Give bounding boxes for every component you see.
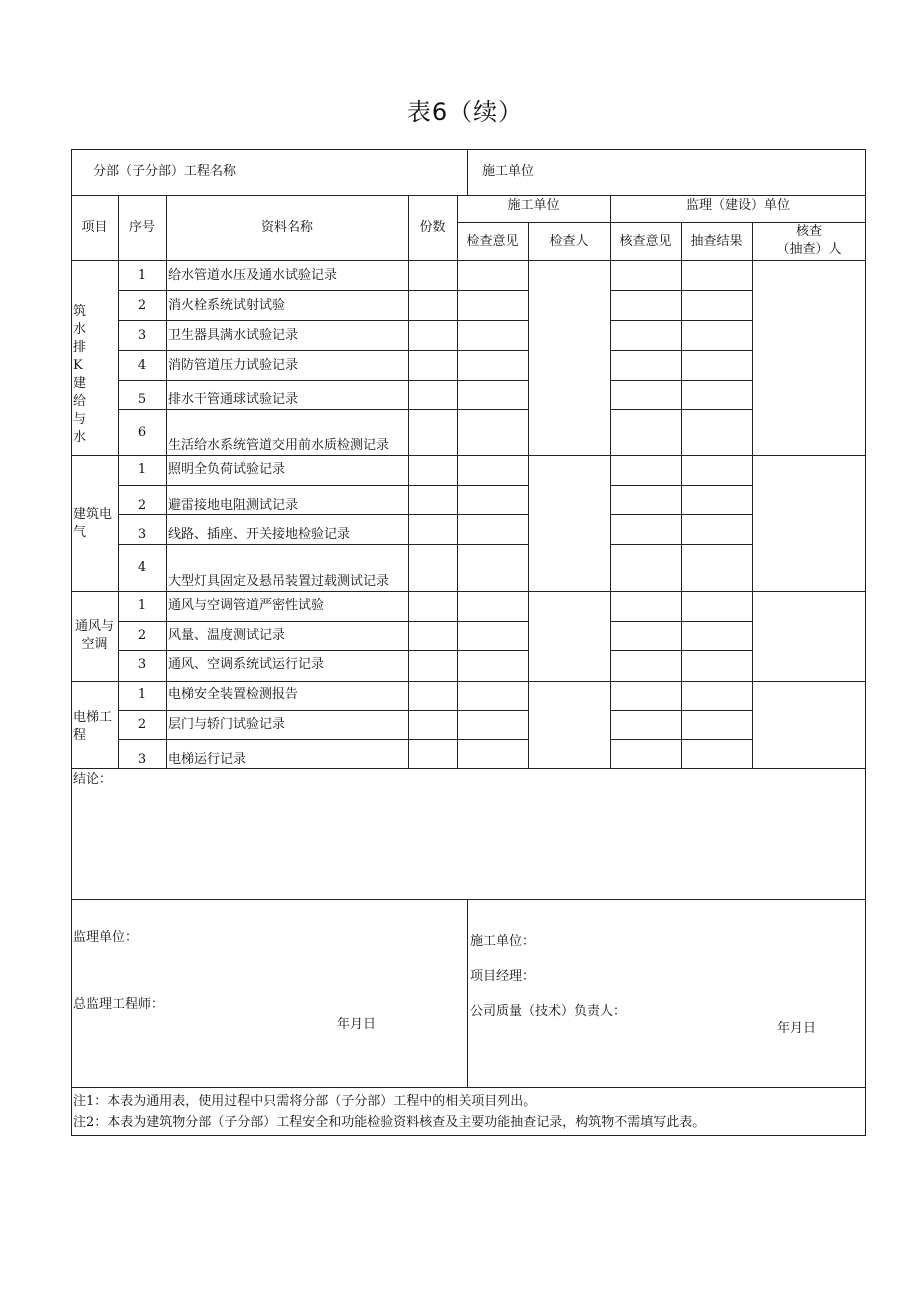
page-title: 表6（续）: [406, 98, 524, 126]
project-name-label: 分部（子分部）工程名称: [93, 164, 237, 179]
row-doc-name: 卫生器具满水试验记录: [168, 328, 299, 343]
col-item: 项目: [81, 220, 108, 235]
row-seq: 2: [137, 717, 147, 732]
col-sample-result: 抽查结果: [690, 234, 743, 249]
chief-supervisor-label: 总监理工程师：: [73, 997, 165, 1012]
col-contractor-group: 施工单位: [507, 198, 560, 213]
row-seq: 2: [137, 498, 147, 513]
col-review-opinion: 核查意见: [619, 234, 672, 249]
conclusion-label: 结论：: [73, 772, 113, 787]
group-label-hvac: 通风与空调: [74, 619, 114, 652]
row-seq: 3: [137, 657, 147, 672]
row-seq: 2: [137, 628, 147, 643]
inspection-record-table: [71, 149, 866, 1136]
note-2: 注2：本表为建筑物分部（子分部）工程安全和功能检验资料核查及主要功能抽查记录，构筑物不需填写此表。: [73, 1115, 706, 1130]
col-reviewer-line1: 核查: [795, 224, 822, 239]
note-1: 注1：本表为通用表，使用过程中只需将分部（子分部）工程中的相关项目列出。: [73, 1094, 537, 1109]
quality-head-label: 公司质量（技术）负责人：: [470, 1004, 627, 1019]
row-doc-name: 消防管道压力试验记录: [168, 358, 299, 373]
row-doc-name: 层门与轿门试验记录: [168, 717, 286, 732]
row-doc-name: 生活给水系统管道交用前水质检测记录: [168, 438, 390, 453]
row-seq: 1: [137, 598, 147, 613]
row-seq: 4: [137, 358, 147, 373]
col-supervisor-group: 监理（建设）单位: [685, 198, 790, 213]
row-seq: 3: [137, 328, 147, 343]
contractor-unit-label: 施工单位：: [470, 934, 536, 949]
col-doc-name: 资料名称: [260, 220, 313, 235]
row-seq: 2: [137, 298, 147, 313]
row-seq: 1: [137, 462, 147, 477]
row-doc-name: 通风、空调系统试运行记录: [168, 657, 325, 672]
group-label-electrical: 建筑电气: [73, 507, 113, 540]
row-seq: 3: [137, 752, 147, 767]
row-seq: 3: [137, 527, 147, 542]
row-seq: 5: [137, 392, 147, 407]
row-doc-name: 大型灯具固定及悬吊装置过载测试记录: [168, 574, 390, 589]
col-seq: 序号: [128, 220, 155, 235]
row-doc-name: 电梯运行记录: [168, 752, 247, 767]
row-seq: 1: [137, 687, 147, 702]
col-reviewer-line2: （抽查）人: [776, 242, 842, 257]
row-doc-name: 照明全负荷试验记录: [168, 462, 286, 477]
group-label-water: 筑水排K建给与水: [73, 304, 87, 445]
row-doc-name: 风量、温度测试记录: [168, 628, 286, 643]
row-doc-name: 给水管道水压及通水试验记录: [168, 268, 338, 283]
right-date-label: 年月日: [777, 1021, 817, 1036]
group-label-elevator: 电梯工程: [73, 710, 113, 743]
row-doc-name: 电梯安全装置检测报告: [168, 687, 299, 702]
row-seq: 1: [137, 268, 147, 283]
supervisor-unit-label: 监理单位：: [73, 930, 139, 945]
row-seq: 6: [137, 425, 147, 440]
col-contractor-inspector: 检查人: [549, 234, 589, 249]
row-doc-name: 消火栓系统试射试验: [168, 298, 286, 313]
row-doc-name: 避雷接地电阻测试记录: [168, 498, 299, 513]
contractor-label: 施工单位: [482, 164, 535, 179]
row-doc-name: 通风与空调管道严密性试验: [168, 598, 325, 613]
left-date-label: 年月日: [337, 1017, 377, 1032]
row-seq: 4: [137, 560, 147, 575]
col-copies: 份数: [419, 220, 446, 235]
row-doc-name: 排水干管通球试验记录: [168, 392, 299, 407]
row-doc-name: 线路、插座、开关接地检验记录: [168, 527, 351, 542]
project-manager-label: 项目经理：: [470, 969, 536, 984]
col-contractor-opinion: 检查意见: [466, 234, 519, 249]
